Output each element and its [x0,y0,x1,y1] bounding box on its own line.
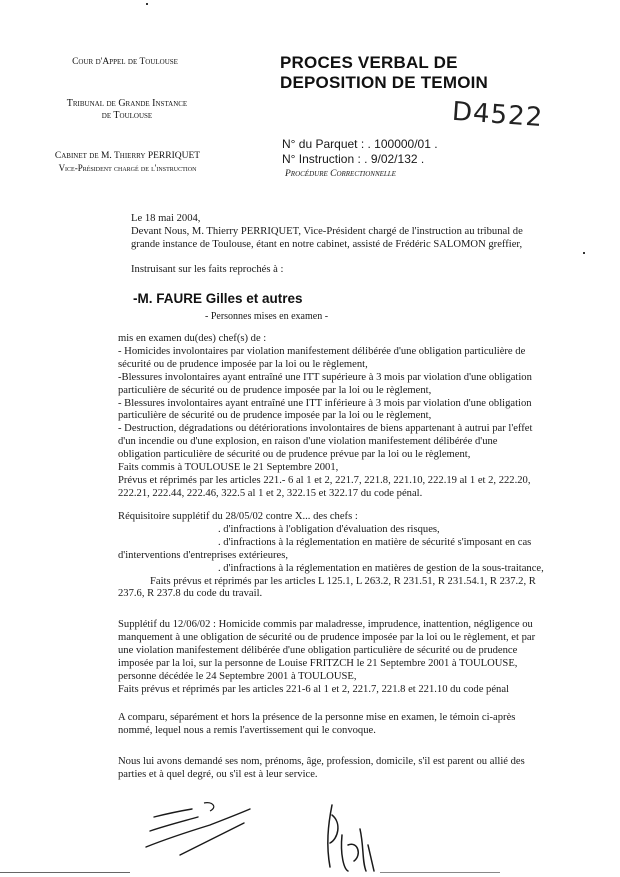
text-line: obligation particulière de sécurité ou de prudence prévue par la loi ou le règlement, [118,449,471,461]
text-line: . d'infractions à l'obligation d'évaluation des risques, [218,523,440,535]
handwritten-reference: D4522 [451,96,545,134]
text-line: - Homicides involontaires par violation manifestement délibérée d'une obligation particulière de [118,345,526,357]
text-line: Faits prévus et réprimés par les articles 221-6 al 1 et 2, 221.7, 221.8 et 221.10 du code pénal [118,683,509,695]
text-line: imposée par la loi, sur la personne de Louise FRITZCH le 21 Septembre 2001 à TOULOUSE, [118,657,518,669]
text-line: . d'infractions à la réglementation en matière de sécurité s'imposant en cas [218,536,532,548]
text-line: d'un incendie ou d'une explosion, en raison d'une violation manifestement délibérée d'une [118,436,498,448]
text-line: une violation manifestement délibérée d'une obligation particulière de sécurité ou de prudence [118,644,518,656]
text-line: . d'infractions à la réglementation en matières de gestion de la sous-traitance, [218,562,544,574]
text-line: Le 18 mai 2004, [131,213,201,224]
tribunal-line1: Tribunal de Grande Instance [66,98,188,109]
text-line: parties et à quel degré, ou s'il est à leur service. [118,768,318,780]
text-line: Nous lui avons demandé ses nom, prénoms, âge, profession, domicile, s'il est parent ou allié des [118,756,525,767]
text-line: Devant Nous, M. Thierry PERRIQUET, Vice-Président chargé de l'instruction au tribunal de [131,225,523,237]
text-line: mis en examen du(des) chef(s) de : [118,333,267,344]
text-line: grande instance de Toulouse, étant en notre cabinet, assisté de Frédéric SALOMON greffier, [131,238,523,250]
text-line: particulière de sécurité ou de prudence imposée par la loi ou le règlement, [118,384,432,396]
title-line1: PROCES VERBAL DE [280,53,458,72]
text-line: A comparu, séparément et hors la présence de la personne mise en examen, le témoin ci-après [118,712,516,723]
text-line: sécurité ou de prudence imposée par la loi ou le règlement, [118,358,368,370]
demande-paragraph [118,756,525,782]
instructing-line: Instruisant sur les faits reprochés à : [131,264,284,275]
person-subtitle: - Personnes mises en examen - [205,311,329,322]
scan-edge-mark [0,872,130,873]
text-line: Faits commis à TOULOUSE le 21 Septembre 2001, [118,462,339,474]
scan-speck [146,3,148,5]
scan-speck [583,252,585,254]
text-line: personne décédée le 24 Septembre 2001 à TOULOUSE, [118,670,357,682]
title-line2: DEPOSITION DE TEMOIN [280,73,489,92]
text-line: d'interventions d'entreprises extérieures, [118,549,289,561]
text-line: 237.6, R 237.8 du code du travail. [118,588,263,600]
text-line: -Blessures involontaires ayant entraîné une ITT supérieure à 3 mois par violation d'une obligation [118,371,532,383]
instruction-number: N° Instruction : . 9/02/132 . [282,152,425,166]
charges-paragraph [118,333,532,501]
cabinet-line1: Cabinet de M. Thierry PERRIQUET [54,151,201,161]
scan-edge-mark [380,872,500,873]
procedure-type: Procédure Correctionnelle [285,169,396,179]
date-paragraph [131,213,523,252]
requisitoire-paragraph [118,511,544,601]
text-line: Supplétif du 12/06/02 : Homicide commis par maladresse, imprudence, inattention, négligence ou [118,619,533,630]
cabinet-line2: Vice-Président chargé de l'instruction [58,163,197,173]
text-line: - Blessures involontaires ayant entraîné une ITT inférieure à 3 mois par violation d'une obligation [118,397,532,409]
text-line: - Destruction, dégradations ou détériorations involontaires de biens appartenant à autrui par l'effet [118,423,533,435]
text-line: Prévus et réprimés par les articles 221.- 6 al 1 et 2, 221.7, 221.8, 221.10, 222.19 al 1 et 2, 222.20, [118,474,531,486]
signature-right [318,795,398,875]
text-line: Réquisitoire supplétif du 28/05/02 contre X... des chefs : [118,511,358,522]
court-of-appeal: Cour d'Appel de Toulouse [72,57,178,67]
person-name: -M. FAURE Gilles et autres [133,291,303,306]
signature-left [140,795,260,865]
text-line: Faits prévus et réprimés par les articles L 125.1, L 263.2, R 231.51, R 231.54.1, R 237.2, R [150,575,536,587]
parquet-number: N° du Parquet : . 100000/01 . [282,137,438,151]
text-line: 222.21, 222.44, 222.46, 322.5 al 1 et 2, 322.15 et 322.17 du code pénal. [118,487,423,499]
tribunal-line2: de Toulouse [101,110,153,121]
text-line: nommé, lequel nous a remis l'avertissement qui le convoque. [118,724,376,736]
text-line: particulière de sécurité ou de prudence imposée par la loi ou le règlement, [118,410,432,422]
comparu-paragraph [118,712,515,738]
text-line: manquement à une obligation de sécurité ou de prudence imposée par la loi ou le règlement, et par [118,631,536,643]
suppletif-paragraph [118,619,535,696]
